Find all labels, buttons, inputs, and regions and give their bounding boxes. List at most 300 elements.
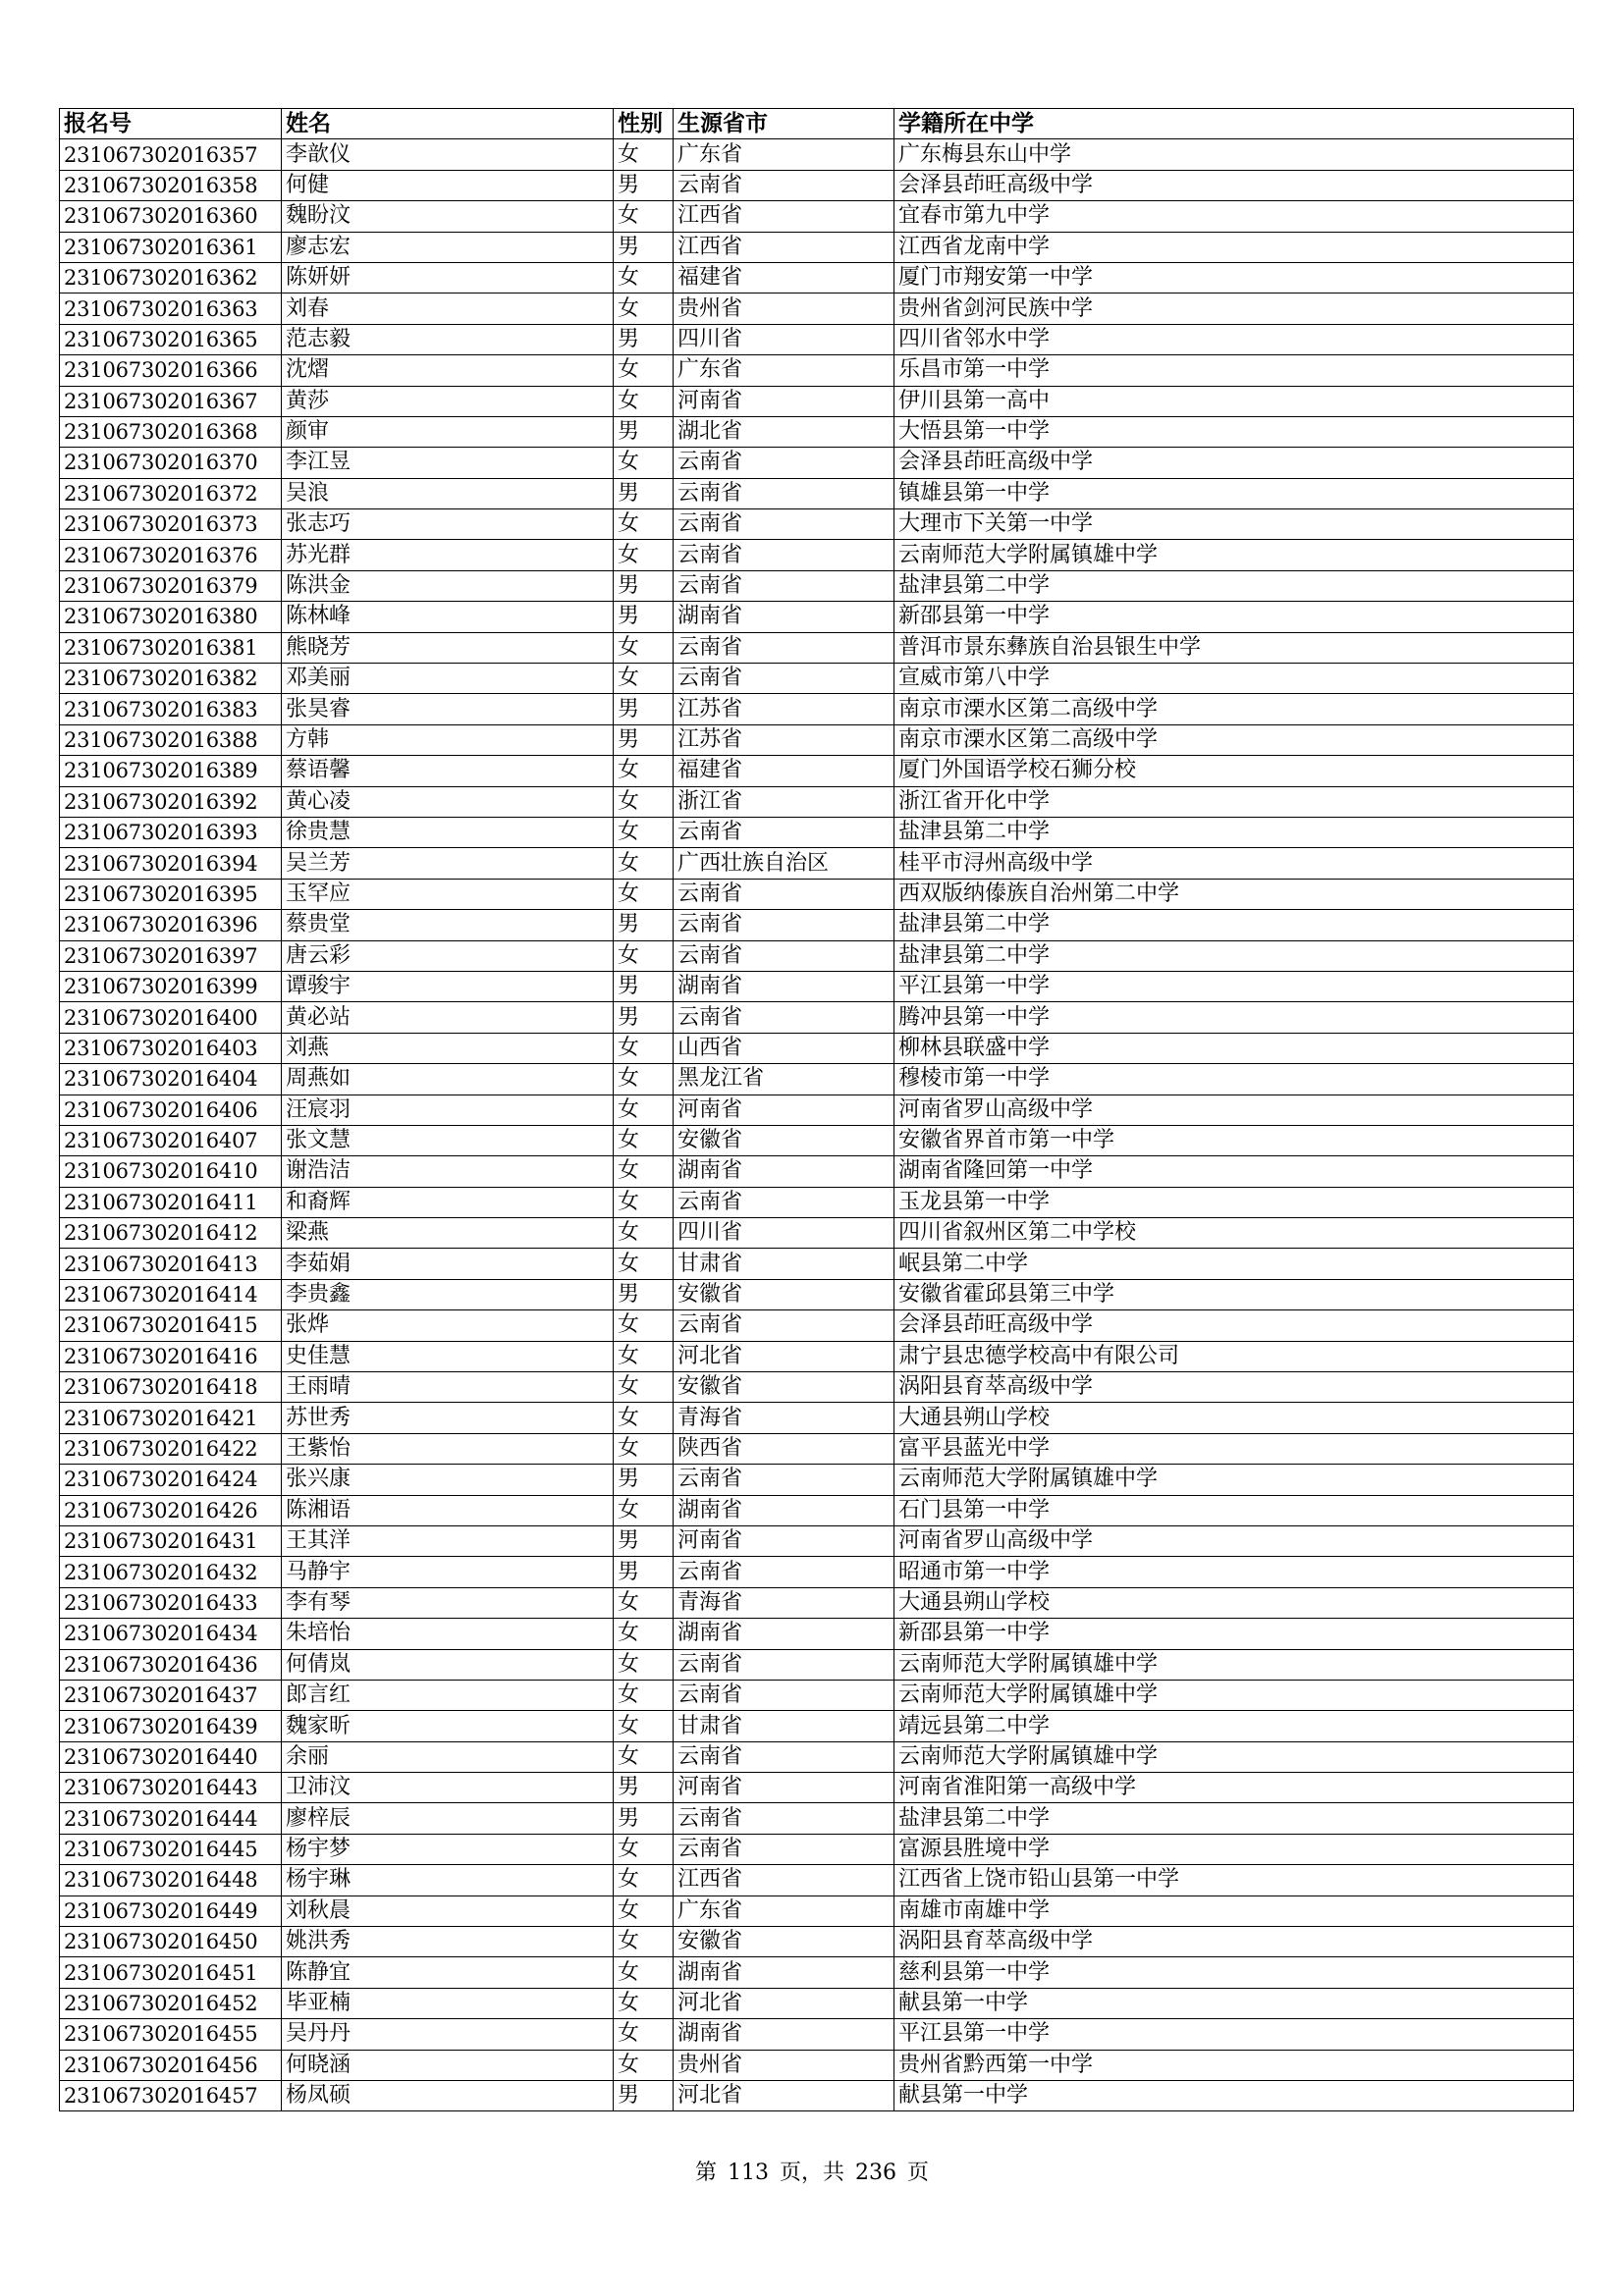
cell-name: 范志毅 bbox=[282, 324, 614, 354]
cell-gender: 男 bbox=[614, 1002, 674, 1033]
cell-name: 谭骏宇 bbox=[282, 971, 614, 1001]
footer-prefix: 第 bbox=[694, 2161, 717, 2185]
cell-school: 安徽省界首市第一中学 bbox=[894, 1125, 1574, 1155]
cell-name: 蔡语馨 bbox=[282, 756, 614, 786]
cell-id: 231067302016394 bbox=[60, 848, 282, 879]
cell-province: 湖南省 bbox=[674, 1619, 894, 1649]
cell-school: 靖远县第二中学 bbox=[894, 1711, 1574, 1741]
table-row bbox=[60, 1495, 1574, 1525]
cell-province: 安徽省 bbox=[674, 1372, 894, 1403]
cell-id: 231067302016396 bbox=[60, 910, 282, 940]
cell-name: 黄莎 bbox=[282, 386, 614, 416]
cell-gender: 女 bbox=[614, 1310, 674, 1341]
cell-id: 231067302016366 bbox=[60, 355, 282, 386]
cell-gender: 女 bbox=[614, 1957, 674, 1988]
cell-school: 厦门外国语学校石狮分校 bbox=[894, 756, 1574, 786]
admission-table bbox=[59, 108, 1574, 2111]
cell-province: 云南省 bbox=[674, 1741, 894, 1772]
table-row bbox=[60, 664, 1574, 694]
cell-id: 231067302016449 bbox=[60, 1896, 282, 1926]
cell-id: 231067302016411 bbox=[60, 1187, 282, 1217]
footer-total-pages: 236 bbox=[855, 2161, 896, 2185]
cell-province: 甘肃省 bbox=[674, 1711, 894, 1741]
cell-name: 陈妍妍 bbox=[282, 262, 614, 293]
cell-province: 云南省 bbox=[674, 817, 894, 847]
table-row bbox=[60, 1403, 1574, 1433]
cell-school: 广东梅县东山中学 bbox=[894, 139, 1574, 170]
table-row bbox=[60, 1218, 1574, 1249]
cell-name: 吴兰芳 bbox=[282, 848, 614, 879]
cell-name: 郎言红 bbox=[282, 1680, 614, 1710]
cell-school: 大通县朔山学校 bbox=[894, 1403, 1574, 1433]
table-row bbox=[60, 879, 1574, 909]
cell-gender: 女 bbox=[614, 1711, 674, 1741]
cell-id: 231067302016382 bbox=[60, 664, 282, 694]
cell-gender: 男 bbox=[614, 971, 674, 1001]
cell-school: 岷县第二中学 bbox=[894, 1249, 1574, 1279]
cell-gender: 女 bbox=[614, 540, 674, 570]
cell-id: 231067302016457 bbox=[60, 2081, 282, 2111]
table-row bbox=[60, 294, 1574, 324]
cell-gender: 男 bbox=[614, 1279, 674, 1309]
cell-gender: 女 bbox=[614, 664, 674, 694]
table-row bbox=[60, 448, 1574, 478]
table-row bbox=[60, 1834, 1574, 1864]
table-row bbox=[60, 1064, 1574, 1095]
table-row bbox=[60, 1372, 1574, 1403]
table-row bbox=[60, 540, 1574, 570]
cell-id: 231067302016422 bbox=[60, 1433, 282, 1464]
cell-province: 云南省 bbox=[674, 1310, 894, 1341]
cell-province: 河北省 bbox=[674, 1341, 894, 1371]
cell-id: 231067302016363 bbox=[60, 294, 282, 324]
cell-id: 231067302016379 bbox=[60, 570, 282, 601]
cell-province: 河南省 bbox=[674, 386, 894, 416]
table-row bbox=[60, 232, 1574, 262]
cell-province: 浙江省 bbox=[674, 786, 894, 817]
cell-id: 231067302016360 bbox=[60, 201, 282, 232]
page-footer bbox=[0, 2156, 1624, 2186]
table-row bbox=[60, 602, 1574, 632]
cell-province: 河北省 bbox=[674, 2081, 894, 2111]
footer-suffix: 页 bbox=[907, 2161, 930, 2185]
cell-school: 河南省罗山高级中学 bbox=[894, 1095, 1574, 1125]
cell-id: 231067302016450 bbox=[60, 1927, 282, 1957]
cell-school: 江西省上饶市铅山县第一中学 bbox=[894, 1865, 1574, 1896]
cell-province: 山西省 bbox=[674, 1033, 894, 1063]
cell-gender: 女 bbox=[614, 1649, 674, 1680]
cell-name: 李歆仪 bbox=[282, 139, 614, 170]
cell-gender: 女 bbox=[614, 786, 674, 817]
cell-name: 汪宸羽 bbox=[282, 1095, 614, 1125]
cell-name: 吴浪 bbox=[282, 478, 614, 508]
cell-school: 盐津县第二中学 bbox=[894, 570, 1574, 601]
cell-school: 宣威市第八中学 bbox=[894, 664, 1574, 694]
cell-gender: 女 bbox=[614, 1095, 674, 1125]
table-row bbox=[60, 1557, 1574, 1587]
table-row bbox=[60, 1279, 1574, 1309]
cell-id: 231067302016448 bbox=[60, 1865, 282, 1896]
cell-school: 新邵县第一中学 bbox=[894, 602, 1574, 632]
cell-name: 徐贵慧 bbox=[282, 817, 614, 847]
cell-gender: 男 bbox=[614, 324, 674, 354]
cell-school: 盐津县第二中学 bbox=[894, 910, 1574, 940]
cell-name: 苏光群 bbox=[282, 540, 614, 570]
cell-province: 贵州省 bbox=[674, 294, 894, 324]
cell-school: 会泽县茚旺高级中学 bbox=[894, 170, 1574, 200]
cell-province: 云南省 bbox=[674, 940, 894, 971]
table-row bbox=[60, 940, 1574, 971]
cell-school: 富平县蓝光中学 bbox=[894, 1433, 1574, 1464]
table-row bbox=[60, 848, 1574, 879]
cell-school: 云南师范大学附属镇雄中学 bbox=[894, 1741, 1574, 1772]
cell-gender: 女 bbox=[614, 1372, 674, 1403]
cell-name: 何健 bbox=[282, 170, 614, 200]
cell-name: 唐云彩 bbox=[282, 940, 614, 971]
cell-province: 云南省 bbox=[674, 664, 894, 694]
table-row bbox=[60, 478, 1574, 508]
table-row bbox=[60, 1803, 1574, 1834]
cell-province: 云南省 bbox=[674, 1465, 894, 1495]
cell-province: 江西省 bbox=[674, 201, 894, 232]
table-row bbox=[60, 509, 1574, 540]
cell-id: 231067302016407 bbox=[60, 1125, 282, 1155]
cell-name: 李有琴 bbox=[282, 1587, 614, 1618]
cell-province: 甘肃省 bbox=[674, 1249, 894, 1279]
cell-id: 231067302016368 bbox=[60, 416, 282, 447]
cell-gender: 女 bbox=[614, 355, 674, 386]
cell-name: 张兴康 bbox=[282, 1465, 614, 1495]
cell-province: 福建省 bbox=[674, 262, 894, 293]
cell-school: 石门县第一中学 bbox=[894, 1495, 1574, 1525]
cell-name: 黄必站 bbox=[282, 1002, 614, 1033]
cell-school: 涡阳县育萃高级中学 bbox=[894, 1372, 1574, 1403]
cell-id: 231067302016440 bbox=[60, 1741, 282, 1772]
cell-school: 献县第一中学 bbox=[894, 1988, 1574, 2018]
table-row bbox=[60, 1156, 1574, 1187]
cell-name: 张文慧 bbox=[282, 1125, 614, 1155]
cell-province: 河北省 bbox=[674, 1988, 894, 2018]
table-row bbox=[60, 170, 1574, 200]
cell-gender: 女 bbox=[614, 2050, 674, 2080]
cell-id: 231067302016416 bbox=[60, 1341, 282, 1371]
table-row bbox=[60, 971, 1574, 1001]
cell-school: 乐昌市第一中学 bbox=[894, 355, 1574, 386]
cell-id: 231067302016399 bbox=[60, 971, 282, 1001]
cell-id: 231067302016410 bbox=[60, 1156, 282, 1187]
cell-gender: 女 bbox=[614, 2019, 674, 2050]
cell-province: 广东省 bbox=[674, 139, 894, 170]
cell-school: 桂平市浔州高级中学 bbox=[894, 848, 1574, 879]
cell-school: 湖南省隆回第一中学 bbox=[894, 1156, 1574, 1187]
cell-id: 231067302016445 bbox=[60, 1834, 282, 1864]
cell-id: 231067302016426 bbox=[60, 1495, 282, 1525]
cell-province: 广东省 bbox=[674, 1896, 894, 1926]
cell-province: 云南省 bbox=[674, 1834, 894, 1864]
cell-gender: 男 bbox=[614, 570, 674, 601]
cell-name: 王其洋 bbox=[282, 1525, 614, 1556]
cell-gender: 男 bbox=[614, 1525, 674, 1556]
cell-id: 231067302016358 bbox=[60, 170, 282, 200]
table-row bbox=[60, 1125, 1574, 1155]
cell-school: 富源县胜境中学 bbox=[894, 1834, 1574, 1864]
cell-gender: 男 bbox=[614, 478, 674, 508]
table-row bbox=[60, 1649, 1574, 1680]
cell-id: 231067302016381 bbox=[60, 632, 282, 663]
cell-school: 会泽县茚旺高级中学 bbox=[894, 448, 1574, 478]
cell-name: 何倩岚 bbox=[282, 1649, 614, 1680]
table-row bbox=[60, 1711, 1574, 1741]
cell-name: 李贵鑫 bbox=[282, 1279, 614, 1309]
cell-id: 231067302016456 bbox=[60, 2050, 282, 2080]
table-row bbox=[60, 570, 1574, 601]
cell-province: 湖南省 bbox=[674, 971, 894, 1001]
cell-name: 魏家昕 bbox=[282, 1711, 614, 1741]
cell-gender: 女 bbox=[614, 1680, 674, 1710]
cell-name: 邓美丽 bbox=[282, 664, 614, 694]
cell-gender: 女 bbox=[614, 1033, 674, 1063]
cell-name: 李茹娟 bbox=[282, 1249, 614, 1279]
cell-gender: 女 bbox=[614, 1896, 674, 1926]
cell-province: 黑龙江省 bbox=[674, 1064, 894, 1095]
cell-id: 231067302016455 bbox=[60, 2019, 282, 2050]
cell-province: 湖南省 bbox=[674, 2019, 894, 2050]
cell-name: 廖梓辰 bbox=[282, 1803, 614, 1834]
cell-id: 231067302016389 bbox=[60, 756, 282, 786]
cell-gender: 男 bbox=[614, 724, 674, 755]
cell-school: 伊川县第一高中 bbox=[894, 386, 1574, 416]
cell-name: 黄心凌 bbox=[282, 786, 614, 817]
cell-gender: 女 bbox=[614, 1834, 674, 1864]
table-row bbox=[60, 1465, 1574, 1495]
table-row bbox=[60, 2050, 1574, 2080]
table-row bbox=[60, 1896, 1574, 1926]
cell-name: 吴丹丹 bbox=[282, 2019, 614, 2050]
cell-name: 毕亚楠 bbox=[282, 1988, 614, 2018]
cell-gender: 女 bbox=[614, 1619, 674, 1649]
cell-name: 魏盼汶 bbox=[282, 201, 614, 232]
cell-id: 231067302016421 bbox=[60, 1403, 282, 1433]
cell-id: 231067302016403 bbox=[60, 1033, 282, 1063]
cell-id: 231067302016397 bbox=[60, 940, 282, 971]
cell-gender: 男 bbox=[614, 602, 674, 632]
cell-school: 腾冲县第一中学 bbox=[894, 1002, 1574, 1033]
table-row bbox=[60, 1865, 1574, 1896]
cell-school: 玉龙县第一中学 bbox=[894, 1187, 1574, 1217]
header-gender: 性别 bbox=[614, 109, 674, 139]
cell-name: 刘秋晨 bbox=[282, 1896, 614, 1926]
cell-gender: 女 bbox=[614, 1495, 674, 1525]
cell-school: 柳林县联盛中学 bbox=[894, 1033, 1574, 1063]
cell-school: 贵州省黔西第一中学 bbox=[894, 2050, 1574, 2080]
cell-gender: 男 bbox=[614, 2081, 674, 2111]
cell-school: 肃宁县忠德学校高中有限公司 bbox=[894, 1341, 1574, 1371]
cell-school: 河南省淮阳第一高级中学 bbox=[894, 1773, 1574, 1803]
table-row bbox=[60, 201, 1574, 232]
cell-name: 王雨晴 bbox=[282, 1372, 614, 1403]
cell-id: 231067302016452 bbox=[60, 1988, 282, 2018]
cell-province: 云南省 bbox=[674, 1649, 894, 1680]
cell-school: 西双版纳傣族自治州第二中学 bbox=[894, 879, 1574, 909]
cell-name: 颜审 bbox=[282, 416, 614, 447]
cell-school: 四川省叙州区第二中学校 bbox=[894, 1218, 1574, 1249]
cell-name: 姚洪秀 bbox=[282, 1927, 614, 1957]
cell-province: 云南省 bbox=[674, 879, 894, 909]
cell-id: 231067302016395 bbox=[60, 879, 282, 909]
cell-name: 谢浩洁 bbox=[282, 1156, 614, 1187]
cell-gender: 男 bbox=[614, 1773, 674, 1803]
cell-gender: 男 bbox=[614, 1803, 674, 1834]
cell-gender: 女 bbox=[614, 448, 674, 478]
cell-school: 云南师范大学附属镇雄中学 bbox=[894, 1465, 1574, 1495]
cell-name: 杨凤硕 bbox=[282, 2081, 614, 2111]
cell-gender: 女 bbox=[614, 1433, 674, 1464]
cell-gender: 女 bbox=[614, 139, 674, 170]
cell-school: 涡阳县育萃高级中学 bbox=[894, 1927, 1574, 1957]
cell-gender: 女 bbox=[614, 1341, 674, 1371]
cell-gender: 男 bbox=[614, 1465, 674, 1495]
cell-gender: 女 bbox=[614, 632, 674, 663]
header-province: 生源省市 bbox=[674, 109, 894, 139]
cell-province: 湖南省 bbox=[674, 1957, 894, 1988]
cell-name: 方韩 bbox=[282, 724, 614, 755]
cell-province: 安徽省 bbox=[674, 1279, 894, 1309]
cell-gender: 女 bbox=[614, 1865, 674, 1896]
cell-gender: 女 bbox=[614, 1187, 674, 1217]
table-row bbox=[60, 632, 1574, 663]
cell-name: 刘燕 bbox=[282, 1033, 614, 1063]
cell-id: 231067302016404 bbox=[60, 1064, 282, 1095]
cell-province: 云南省 bbox=[674, 1680, 894, 1710]
cell-province: 云南省 bbox=[674, 448, 894, 478]
cell-name: 蔡贵堂 bbox=[282, 910, 614, 940]
cell-name: 杨宇琳 bbox=[282, 1865, 614, 1896]
cell-province: 陕西省 bbox=[674, 1433, 894, 1464]
table-row bbox=[60, 724, 1574, 755]
cell-name: 朱培怡 bbox=[282, 1619, 614, 1649]
cell-province: 广西壮族自治区 bbox=[674, 848, 894, 879]
table-row bbox=[60, 1619, 1574, 1649]
cell-school: 南京市溧水区第二高级中学 bbox=[894, 694, 1574, 724]
cell-province: 四川省 bbox=[674, 1218, 894, 1249]
cell-id: 231067302016361 bbox=[60, 232, 282, 262]
cell-id: 231067302016370 bbox=[60, 448, 282, 478]
cell-name: 刘春 bbox=[282, 294, 614, 324]
cell-name: 和裔辉 bbox=[282, 1187, 614, 1217]
table-body bbox=[60, 139, 1574, 2111]
cell-id: 231067302016357 bbox=[60, 139, 282, 170]
table-row bbox=[60, 386, 1574, 416]
table-row bbox=[60, 1988, 1574, 2018]
cell-province: 云南省 bbox=[674, 1803, 894, 1834]
table-row bbox=[60, 2019, 1574, 2050]
cell-gender: 女 bbox=[614, 1403, 674, 1433]
cell-id: 231067302016413 bbox=[60, 1249, 282, 1279]
cell-id: 231067302016418 bbox=[60, 1372, 282, 1403]
cell-name: 张志巧 bbox=[282, 509, 614, 540]
cell-id: 231067302016436 bbox=[60, 1649, 282, 1680]
cell-name: 陈静宜 bbox=[282, 1957, 614, 1988]
cell-province: 湖南省 bbox=[674, 1156, 894, 1187]
cell-gender: 女 bbox=[614, 1249, 674, 1279]
cell-gender: 女 bbox=[614, 201, 674, 232]
cell-id: 231067302016451 bbox=[60, 1957, 282, 1988]
header-name: 姓名 bbox=[282, 109, 614, 139]
cell-id: 231067302016437 bbox=[60, 1680, 282, 1710]
cell-school: 南京市溧水区第二高级中学 bbox=[894, 724, 1574, 755]
cell-school: 云南师范大学附属镇雄中学 bbox=[894, 1649, 1574, 1680]
table-row bbox=[60, 1525, 1574, 1556]
cell-id: 231067302016432 bbox=[60, 1557, 282, 1587]
table-row bbox=[60, 1433, 1574, 1464]
table-row bbox=[60, 1341, 1574, 1371]
cell-school: 厦门市翔安第一中学 bbox=[894, 262, 1574, 293]
admission-list-sheet bbox=[59, 108, 1573, 2111]
table-row bbox=[60, 1187, 1574, 1217]
cell-province: 云南省 bbox=[674, 478, 894, 508]
table-row bbox=[60, 1249, 1574, 1279]
cell-name: 余丽 bbox=[282, 1741, 614, 1772]
cell-province: 云南省 bbox=[674, 570, 894, 601]
cell-gender: 女 bbox=[614, 1218, 674, 1249]
cell-province: 湖北省 bbox=[674, 416, 894, 447]
table-row bbox=[60, 1095, 1574, 1125]
cell-school: 安徽省霍邱县第三中学 bbox=[894, 1279, 1574, 1309]
cell-gender: 女 bbox=[614, 848, 674, 879]
cell-province: 江西省 bbox=[674, 1865, 894, 1896]
table-row bbox=[60, 1957, 1574, 1988]
table-row bbox=[60, 1773, 1574, 1803]
cell-id: 231067302016392 bbox=[60, 786, 282, 817]
cell-province: 云南省 bbox=[674, 1557, 894, 1587]
cell-school: 盐津县第二中学 bbox=[894, 940, 1574, 971]
cell-name: 马静宇 bbox=[282, 1557, 614, 1587]
cell-id: 231067302016380 bbox=[60, 602, 282, 632]
table-row bbox=[60, 786, 1574, 817]
cell-id: 231067302016393 bbox=[60, 817, 282, 847]
cell-gender: 男 bbox=[614, 1557, 674, 1587]
cell-id: 231067302016424 bbox=[60, 1465, 282, 1495]
cell-province: 河南省 bbox=[674, 1525, 894, 1556]
cell-school: 大悟县第一中学 bbox=[894, 416, 1574, 447]
cell-name: 陈湘语 bbox=[282, 1495, 614, 1525]
cell-province: 江西省 bbox=[674, 232, 894, 262]
cell-name: 王紫怡 bbox=[282, 1433, 614, 1464]
cell-province: 云南省 bbox=[674, 540, 894, 570]
cell-province: 安徽省 bbox=[674, 1927, 894, 1957]
cell-school: 镇雄县第一中学 bbox=[894, 478, 1574, 508]
header-id: 报名号 bbox=[60, 109, 282, 139]
cell-id: 231067302016434 bbox=[60, 1619, 282, 1649]
cell-gender: 女 bbox=[614, 940, 674, 971]
cell-province: 青海省 bbox=[674, 1403, 894, 1433]
cell-school: 盐津县第二中学 bbox=[894, 1803, 1574, 1834]
table-row bbox=[60, 139, 1574, 170]
cell-gender: 男 bbox=[614, 910, 674, 940]
cell-school: 浙江省开化中学 bbox=[894, 786, 1574, 817]
cell-province: 江苏省 bbox=[674, 694, 894, 724]
cell-school: 新邵县第一中学 bbox=[894, 1619, 1574, 1649]
cell-school: 大通县朔山学校 bbox=[894, 1587, 1574, 1618]
cell-name: 周燕如 bbox=[282, 1064, 614, 1095]
table-row bbox=[60, 1002, 1574, 1033]
cell-name: 杨宇梦 bbox=[282, 1834, 614, 1864]
cell-school: 贵州省剑河民族中学 bbox=[894, 294, 1574, 324]
cell-name: 玉罕应 bbox=[282, 879, 614, 909]
cell-name: 陈林峰 bbox=[282, 602, 614, 632]
table-header-row bbox=[60, 109, 1574, 139]
cell-id: 231067302016373 bbox=[60, 509, 282, 540]
